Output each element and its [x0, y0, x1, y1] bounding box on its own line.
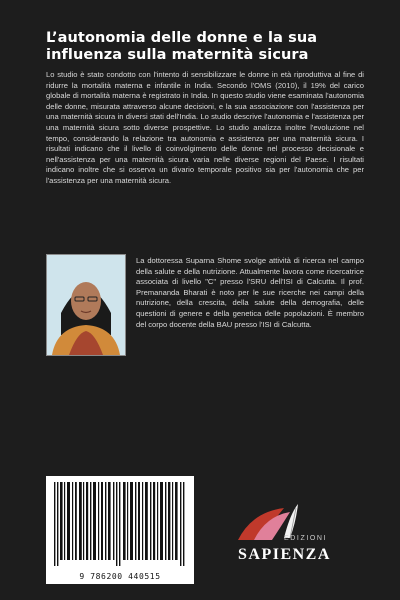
author-photo [46, 254, 126, 356]
isbn-barcode [46, 476, 194, 584]
publisher-name: SAPIENZA [238, 546, 331, 563]
barcode-digits: 9 786200 440515 [79, 572, 161, 581]
book-title: L’autonomia delle donne e la sua influenza sulla maternità sicura [46, 30, 318, 63]
book-abstract: Lo studio è stato condotto con l'intento di sensibilizzare le donne in età riproduttiva al fine di ridurre la mortalità materna e infantile in India. Secondo l'OMS (2010), il 19% del carico globale di mortalità materna è registrato in India. In questo studio viene esaminata l'autonomia delle donne, misurata attraverso alcune decisioni, e la sua associazione con l'assistenza per una maternità sicura in diversi stati dell'India. Lo studio descrive l'autonomia e l'assistenza per una maternità sicura sotto diverse prospettive. Lo studio analizza inoltre l'evoluzione nel tempo, considerando la relazione tra autonomia e assistenza per una maternità sicura. I risultati indicano che il livello di coinvolgimento delle donne nel processo decisionale e nell'assistenza per una maternità sicura varia nelle diverse regioni del Paese. I risultati indicano inoltre che si osserva un divario temporale positivo sia per l'autonomia che per l'assistenza per una maternità sicura. [46, 70, 364, 185]
publisher-edizioni: EDIZIONI [284, 535, 328, 542]
author-bio: La dottoressa Suparna Shome svolge attività di ricerca nel campo della salute e della nutrizione. Attualmente lavora come ricercatrice associata di livello "C" presso l'SRU dell'ISI di Calcutta. Il prof. Premananda Bharati è noto per le sue ricerche nei campi della nutrizione, della crescita, della salute della demografia, delle questioni di genere e della genetica delle popolazioni. È membro del corpo docente della BAU presso l'ISI di Calcutta. [136, 256, 364, 329]
publisher-logo [232, 502, 358, 586]
author-portrait-image [47, 255, 125, 355]
barcode-bars [46, 476, 194, 584]
